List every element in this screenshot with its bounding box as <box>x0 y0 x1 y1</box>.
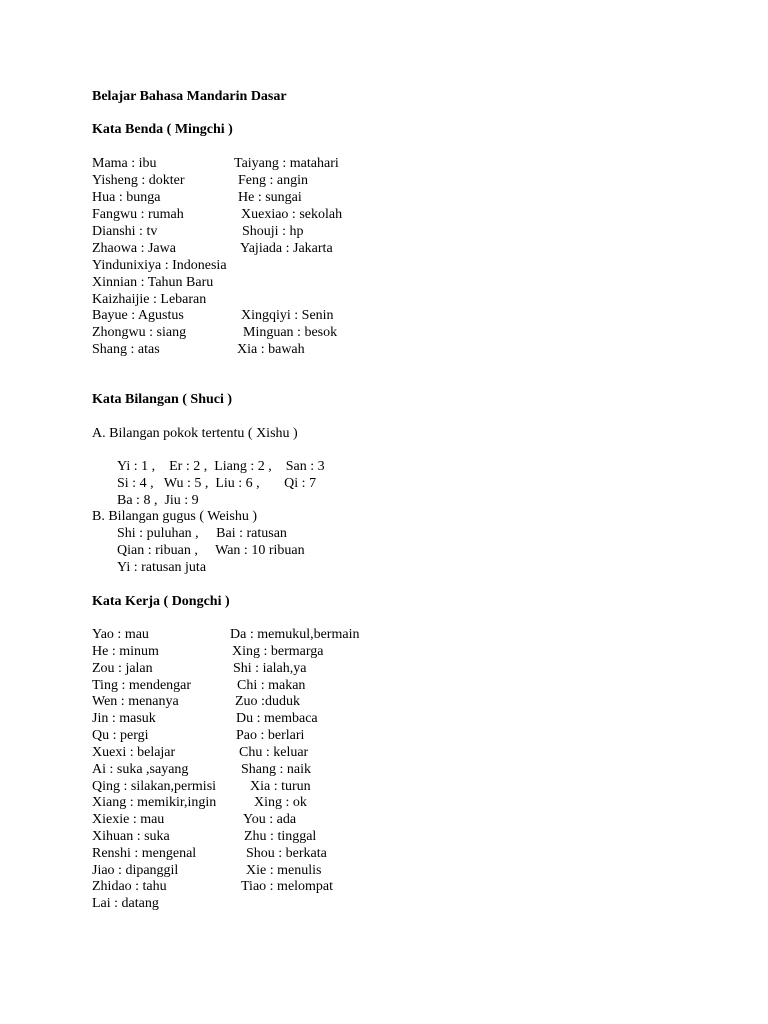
list-item: Shi : puluhan , Bai : ratusan <box>117 526 287 541</box>
section-heading-bilangan: Kata Bilangan ( Shuci ) <box>92 392 233 407</box>
list-item: Yajiada : Jakarta <box>240 241 333 256</box>
list-item: Zhidao : tahu <box>92 879 167 894</box>
list-item: Jin : masuk <box>92 711 156 726</box>
list-item: Xie : menulis <box>246 863 322 878</box>
subheading-bilangan-pokok: A. Bilangan pokok tertentu ( Xishu ) <box>92 426 298 441</box>
list-item: Zhaowa : Jawa <box>92 241 176 256</box>
list-item: Minguan : besok <box>243 325 338 340</box>
list-item: Xiexie : mau <box>92 812 165 827</box>
list-item: Xuexi : belajar <box>92 745 176 760</box>
list-item: You : ada <box>243 812 297 827</box>
list-item: Yao : mau <box>92 627 149 642</box>
list-item: Du : membaca <box>236 711 318 726</box>
list-item: Da : memukul,bermain <box>230 627 360 642</box>
list-item: Si : 4 , Wu : 5 , Liu : 6 , Qi : 7 <box>117 476 317 491</box>
list-item: Qu : pergi <box>92 728 149 743</box>
list-item: Shouji : hp <box>242 224 304 239</box>
list-item: Shi : ialah,ya <box>233 661 307 676</box>
section-heading-benda: Kata Benda ( Mingchi ) <box>92 122 233 137</box>
list-item: Shang : naik <box>241 762 311 777</box>
list-item: Xiang : memikir,ingin <box>92 795 217 810</box>
list-item: Xihuan : suka <box>92 829 170 844</box>
list-item: Shang : atas <box>92 342 160 357</box>
list-item: Ai : suka ,sayang <box>92 762 189 777</box>
list-item: Tiao : melompat <box>241 879 334 894</box>
list-item: Zuo :duduk <box>235 694 300 709</box>
list-item: Chi : makan <box>237 678 306 693</box>
document-title: Belajar Bahasa Mandarin Dasar <box>92 89 287 104</box>
list-item: Taiyang : matahari <box>234 156 339 171</box>
list-item: Lai : datang <box>92 896 159 911</box>
list-item: He : minum <box>92 644 159 659</box>
list-item: Xing : ok <box>254 795 307 810</box>
list-item: Jiao : dipanggil <box>92 863 179 878</box>
list-item: Hua : bunga <box>92 190 161 205</box>
list-item: Feng : angin <box>238 173 308 188</box>
list-item: Xia : turun <box>250 779 311 794</box>
list-item: Xing : bermarga <box>232 644 324 659</box>
list-item: Qian : ribuan , Wan : 10 ribuan <box>117 543 305 558</box>
section-heading-kerja: Kata Kerja ( Dongchi ) <box>92 594 230 609</box>
list-item: Pao : berlari <box>236 728 305 743</box>
list-item: Mama : ibu <box>92 156 157 171</box>
list-item: Yi : 1 , Er : 2 , Liang : 2 , San : 3 <box>117 459 325 474</box>
list-item: Ba : 8 , Jiu : 9 <box>117 493 199 508</box>
list-item: Wen : menanya <box>92 694 179 709</box>
list-item: Xuexiao : sekolah <box>241 207 343 222</box>
subheading-bilangan-gugus: B. Bilangan gugus ( Weishu ) <box>92 509 258 524</box>
list-item: Zhu : tinggal <box>244 829 317 844</box>
list-item: Qing : silakan,permisi <box>92 779 217 794</box>
list-item: Dianshi : tv <box>92 224 158 239</box>
list-item: Xia : bawah <box>237 342 305 357</box>
list-item: He : sungai <box>238 190 302 205</box>
list-item: Kaizhaijie : Lebaran <box>92 292 207 307</box>
list-item: Bayue : Agustus <box>92 308 184 323</box>
list-item: Shou : berkata <box>246 846 327 861</box>
list-item: Ting : mendengar <box>92 678 192 693</box>
list-item: Yindunixiya : Indonesia <box>92 258 227 273</box>
list-item: Zou : jalan <box>92 661 153 676</box>
list-item: Xinnian : Tahun Baru <box>92 275 214 290</box>
list-item: Chu : keluar <box>239 745 309 760</box>
list-item: Renshi : mengenal <box>92 846 197 861</box>
list-item: Yi : ratusan juta <box>117 560 207 575</box>
list-item: Xingqiyi : Senin <box>241 308 334 323</box>
list-item: Zhongwu : siang <box>92 325 187 340</box>
list-item: Yisheng : dokter <box>92 173 185 188</box>
list-item: Fangwu : rumah <box>92 207 184 222</box>
